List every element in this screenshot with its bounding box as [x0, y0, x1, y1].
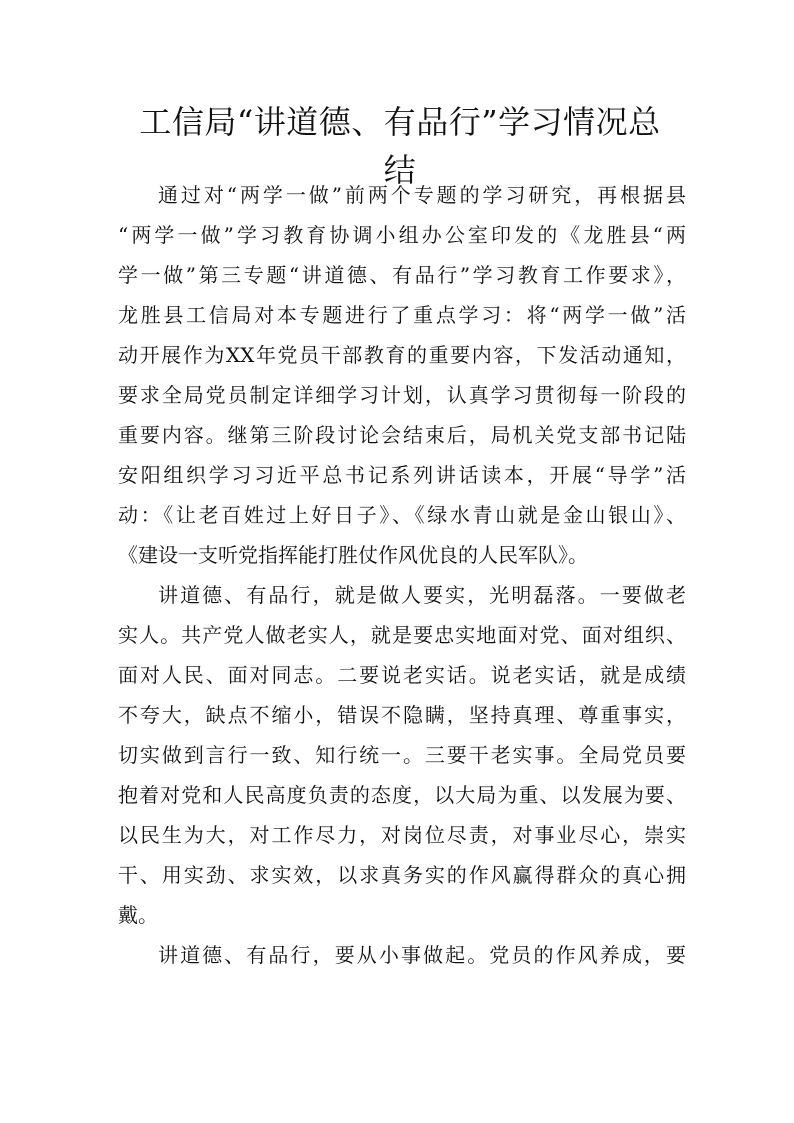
- paragraph-3: [118, 935, 686, 975]
- paragraph-line: 面对人民、面对同志。二要说老实话。说老实话，就是成绩: [118, 663, 686, 687]
- paragraph-line: 重要内容。继第三阶段讨论会结束后，局机关党支部书记陆: [118, 423, 686, 447]
- paragraph-line: 安阳组织学习习近平总书记系列讲话读本，开展“导学”活: [118, 463, 686, 487]
- paragraph-2: [118, 575, 686, 935]
- paragraph-line: 通过对“两学一做”前两个专题的学习研究，再根据县: [158, 183, 686, 207]
- paragraph-line: 戴。: [118, 903, 158, 927]
- paragraph-line: 抱着对党和人民高度负责的态度，以大局为重、以发展为要、: [118, 783, 686, 807]
- paragraph-line: 动开展作为XX年党员干部教育的重要内容，下发活动通知，: [118, 343, 686, 367]
- title-line: 结: [383, 151, 417, 189]
- document-body: [118, 175, 686, 975]
- paragraph-line: 要求全局党员制定详细学习计划，认真学习贯彻每一阶段的: [118, 383, 686, 407]
- paragraph-1: [118, 175, 686, 575]
- paragraph-line: 动：《让老百姓过上好日子》、《绿水青山就是金山银山》、: [118, 503, 686, 527]
- paragraph-line: 讲道德、有品行，就是做人要实，光明磊落。一要做老: [158, 583, 686, 607]
- paragraph-line: 以民生为大，对工作尽力，对岗位尽责，对事业尽心，崇实: [118, 823, 686, 847]
- paragraph-line: 不夸大，缺点不缩小，错误不隐瞒，坚持真理、尊重事实，: [118, 703, 686, 727]
- title-line: 工信局“讲道德、有品行”学习情况总: [139, 103, 661, 141]
- paragraph-line: 《建设一支听党指挥能打胜仗作风优良的人民军队》。: [118, 543, 588, 567]
- paragraph-line: 切实做到言行一致、知行统一。三要干老实事。全局党员要: [118, 743, 686, 767]
- paragraph-line: 实人。共产党人做老实人，就是要忠实地面对党、面对组织、: [118, 623, 686, 647]
- paragraph-line: “两学一做”学习教育协调小组办公室印发的《龙胜县“两: [118, 223, 686, 247]
- paragraph-line: 学一做”第三专题“讲道德、有品行”学习教育工作要求》，: [118, 263, 686, 287]
- paragraph-line: 龙胜县工信局对本专题进行了重点学习：将“两学一做”活: [118, 303, 686, 327]
- paragraph-line: 干、用实劲、求实效，以求真务实的作风赢得群众的真心拥: [118, 863, 686, 887]
- paragraph-line: 讲道德、有品行，要从小事做起。党员的作风养成，要: [158, 943, 686, 967]
